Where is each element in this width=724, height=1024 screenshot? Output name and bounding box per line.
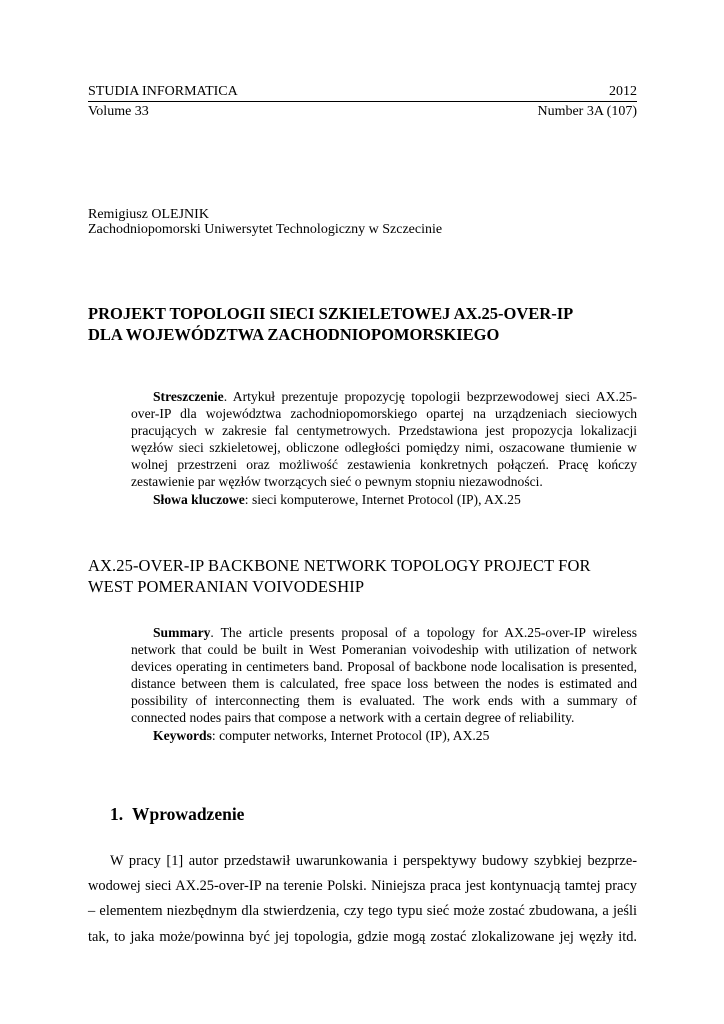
keywords-english-label: Keywords bbox=[153, 727, 212, 743]
section-title: Wprowadzenie bbox=[132, 804, 245, 824]
author-name: Remigiusz OLEJNIK bbox=[88, 207, 209, 222]
journal-volume: Volume 33 bbox=[88, 104, 149, 119]
title-english bbox=[88, 555, 648, 597]
section-heading bbox=[110, 803, 244, 825]
keywords-polish-label: Słowa kluczowe bbox=[153, 491, 245, 507]
journal-name: STUDIA INFORMATICA bbox=[88, 84, 238, 99]
journal-number: Number 3A (107) bbox=[537, 104, 637, 119]
abstract-polish bbox=[131, 388, 637, 508]
journal-year: 2012 bbox=[609, 84, 637, 99]
header-rule bbox=[88, 101, 637, 102]
section-body bbox=[88, 849, 637, 950]
keywords-english-text: : computer networks, Internet Protocol (IP), AX.25 bbox=[211, 727, 490, 743]
abstract-english-label: Summary bbox=[153, 625, 211, 640]
title-english-line-1: AX.25-OVER-IP BACKBONE NETWORK TOPOLOGY PROJECT FOR bbox=[88, 556, 591, 575]
keywords-polish bbox=[131, 491, 637, 508]
abstract-english bbox=[131, 624, 637, 744]
title-english-line-2: WEST POMERANIAN VOIVODESHIP bbox=[88, 577, 365, 596]
abstract-english-body bbox=[131, 624, 637, 727]
section-number: 1. bbox=[110, 804, 124, 824]
abstract-english-text: . The article presents proposal of a topology for AX.25-over-IP wireless network that could be built in West Pomeranian voivodeship with utilization of network devices operating in centimeters band. Proposal of backbone node localisation is presented, distance between them is calculated, free space loss between the nodes is estimated and possibility of interconnecting them is evaluated. The work ends with a summary of connected nodes pairs that compose a network with a certain degree of reliability. bbox=[131, 625, 637, 726]
keywords-english bbox=[131, 727, 637, 744]
abstract-polish-label: Streszczenie bbox=[153, 389, 224, 404]
body-paragraph: W pracy [1] autor przedstawił uwarunkowania i perspektywy budowy szybkiej bezprzewodowej sieci AX.25-over-IP na terenie Polski. Niniejsza praca jest kontynuacją tamtej pracy – elementem niezbędnym dla stwierdzenia, czy tego typu sieć może zostać zbudowana, a jeśli tak, to jaka może/powinna być jej topologia, gdzie mogą zostać zlokalizowane jej węzły itd. bbox=[88, 853, 637, 945]
title-polish-line-2: DLA WOJEWÓDZTWA ZACHODNIOPOMORSKIEGO bbox=[88, 325, 500, 344]
abstract-polish-text: . Artykuł prezentuje propozycję topologii bezprzewodowej sieci AX.25-over-IP dla województwa zachodniopomorskiego opartej na urządzeniach sieciowych pracujących w zakresie fal centymetrowych. Przedstawiona jest propozycja lokalizacji węzłów sieci szkieletowej, obliczone odległości pomiędzy nimi, oszacowane tłumienie w wolnej przestrzeni oraz możliwość zestawienia konkretnych połączeń. Pracę kończy zestawienie par węzłów tworzących sieć o pewnym stopniu niezawodności. bbox=[131, 389, 637, 490]
title-polish-line-1: PROJEKT TOPOLOGII SIECI SZKIELETOWEJ AX.25-OVER-IP bbox=[88, 304, 574, 323]
title-polish bbox=[88, 303, 648, 345]
abstract-polish-body bbox=[131, 388, 637, 491]
keywords-polish-text: : sieci komputerowe, Internet Protocol (IP), AX.25 bbox=[244, 491, 521, 507]
author-affiliation: Zachodniopomorski Uniwersytet Technologiczny w Szczecinie bbox=[88, 222, 443, 237]
